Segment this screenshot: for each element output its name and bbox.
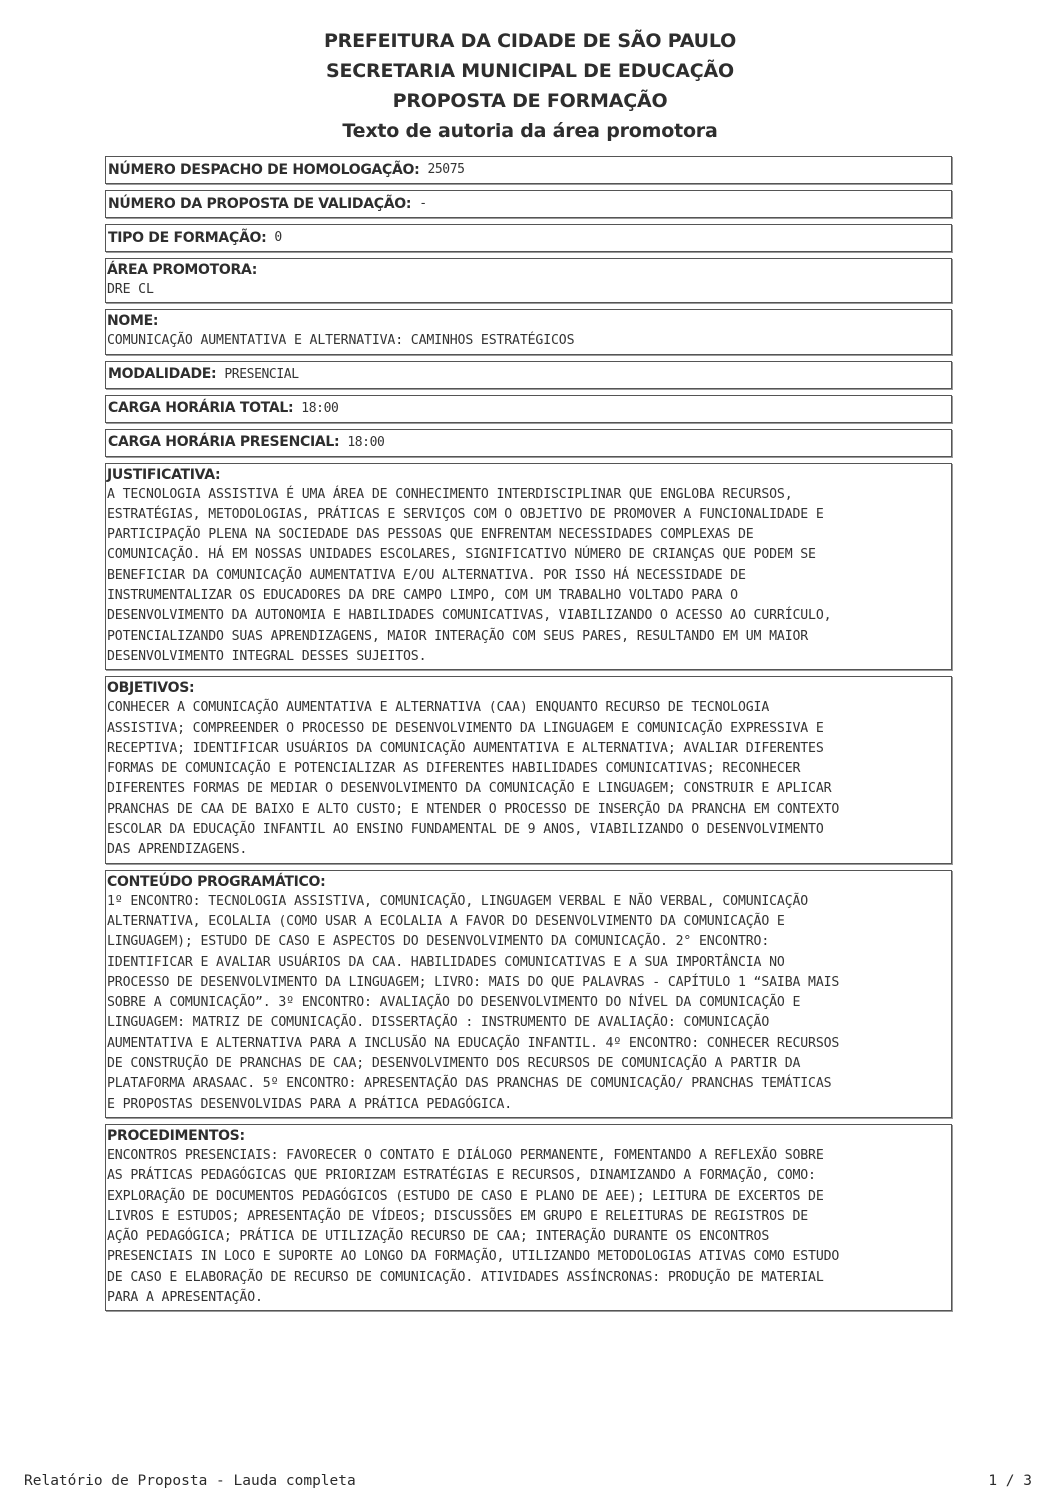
field-label: OBJETIVOS: [107,680,195,697]
field-label: CARGA HORÁRIA TOTAL: [108,400,294,417]
field-value: - [419,196,427,211]
footer-title: Relatório de Proposta - Lauda completa [24,1473,356,1489]
field-objetivos [105,676,952,863]
field-label: PROCEDIMENTOS: [107,1127,245,1144]
field-justificativa [105,463,952,671]
field-validacao [105,190,952,218]
field-label: NOME: [107,313,159,330]
field-label: JUSTIFICATIVA: [107,466,221,483]
field-value: 0 [274,230,282,245]
page-number: 1 / 3 [988,1473,1032,1489]
field-value: DRE CL [107,282,154,297]
field-label: NÚMERO DESPACHO DE HOMOLOGAÇÃO: [108,161,420,178]
field-value: CONHECER A COMUNICAÇÃO AUMENTATIVA E ALTERNATIVA (CAA) ENQUANTO RECURSO DE TECNOLOGIA ASSISTIVA; COMPREENDER O PROCESSO DE DESENVOLVIMENTO DA LINGUAGEM E COMUNICAÇÃO EXPRESSIVA E RECEPTIVA; IDENTIFICAR USUÁRIOS DA COMUNICAÇÃO AUMENTATIVA E ALTERNATIVA; AVALIAR DIFERENTES FORMAS DE COMUNICAÇÃO E POTENCIALIZAR AS DIFERENTES HABILIDADES COMUNICATIVAS; RECONHECER DIFERENTES FORMAS DE MEDIAR O DESENVOLVIMENTO DA COMUNICAÇÃO E LINGUAGEM; CONSTRUIR E APLICAR PRANCHAS DE CAA DE BAIXO E ALTO CUSTO; E NTENDER O PROCESSO DE INSERÇÃO DA PRANCHA EM CONTEXTO ESCOLAR DA EDUCAÇÃO INFANTIL AO ENSINO FUNDAMENTAL DE 9 ANOS, VIABILIZANDO O DESENVOLVIMENTO DAS APRENDIZAGENS. [107,700,840,858]
field-label: NÚMERO DA PROPOSTA DE VALIDAÇÃO: [108,195,412,212]
header-prefeitura: PREFEITURA DA CIDADE DE SÃO PAULO [323,30,737,52]
field-value: ENCONTROS PRESENCIAIS: FAVORECER O CONTATO E DIÁLOGO PERMANENTE, FOMENTANDO A REFLEXÃO SOBRE AS PRÁTICAS PEDAGÓGICAS QUE PRIORIZAM ESTRATÉGIAS E RECURSOS, DINAMIZANDO A FORMAÇÃO, COMO: EXPLORAÇÃO DE DOCUMENTOS PEDAGÓGICOS (ESTUDO DE CASO E PLANO DE AEE); LEITURA DE EXCERTOS DE LIVROS E ESTUDOS; APRESENTAÇÃO DE VÍDEOS; DISCUSSÕES EM GRUPO E RELEITURAS DE REGISTROS DE AÇÃO PEDAGÓGICA; PRÁTICA DE UTILIZAÇÃO RECURSO DE CAA; INTERAÇÃO DURANTE OS ENCONTROS PRESENCIAIS IN LOCO E SUPORTE AO LONGO DA FORMAÇÃO, UTILIZANDO METODOLOGIAS ATIVAS COMO ESTUDO DE CASO E ELABORAÇÃO DE RECURSO DE COMUNICAÇÃO. ATIVIDADES ASSÍNCRONAS: PRODUÇÃO DE MATERIAL PARA A APRESENTAÇÃO. [107,1147,840,1305]
field-value: 18:00 [301,400,339,416]
field-label: TIPO DE FORMAÇÃO: [108,229,267,246]
field-tipo [105,224,952,252]
field-value: COMUNICAÇÃO AUMENTATIVA E ALTERNATIVA: CAMINHOS ESTRATÉGICOS [107,333,575,349]
document-header [0,26,1060,146]
field-label: CONTEÚDO PROGRAMÁTICO: [107,873,326,890]
field-label: ÁREA PROMOTORA: [107,262,258,278]
field-area-promotora [105,258,952,303]
field-conteudo-programatico [105,870,952,1118]
field-modalidade [105,361,952,389]
field-label: CARGA HORÁRIA PRESENCIAL: [108,434,340,451]
field-nome [105,309,952,354]
field-value: 1º ENCONTRO: TECNOLOGIA ASSISTIVA, COMUNICAÇÃO, LINGUAGEM VERBAL E NÃO VERBAL, COMUNICAÇÃO ALTERNATIVA, ECOLALIA (COMO USAR A ECOLALIA A FAVOR DO DESENVOLVIMENTO DA COMUNICAÇÃO E LINGUAGEM); ESTUDO DE CASO E ASPECTOS DO DESENVOLVIMENTO DA COMUNICAÇÃO. 2° ENCONTRO: IDENTIFICAR E AVALIAR USUÁRIOS DA CAA. HABILIDADES COMUNICATIVAS E A SUA IMPORTÂNCIA NO PROCESSO DE DESENVOLVIMENTO DA LINGUAGEM; LIVRO: MAIS DO QUE PALAVRAS - CAPÍTULO 1 “SAIBA MAIS SOBRE A COMUNICAÇÃO”. 3º ENCONTRO: AVALIAÇÃO DO DESENVOLVIMENTO DO NÍVEL DA COMUNICAÇÃO E LINGUAGEM: MATRIZ DE COMUNICAÇÃO. DISSERTAÇÃO : INSTRUMENTO DE AVALIAÇÃO: COMUNICAÇÃO AUMENTATIVA E ALTERNATIVA PARA A INCLUSÃO NA EDUCAÇÃO INFANTIL. 4º ENCONTRO: CONHECER RECURSOS DE CONSTRUÇÃO DE PRANCHAS DE CAA; DESENVOLVIMENTO DOS RECURSOS DE COMUNICAÇÃO A PARTIR DA PLATAFORMA ARASAAC. 5º ENCONTRO: APRESENTAÇÃO DAS PRANCHAS DE COMUNICAÇÃO/ PRANCHAS TEMÁTICAS E PROPOSTAS DESENVOLVIDAS PARA A PRÁTICA PEDAGÓGICA. [107,893,840,1112]
header-proposta: PROPOSTA DE FORMAÇÃO [392,90,668,112]
form-content [105,156,952,1317]
field-carga-presencial [105,429,952,457]
field-procedimentos [105,1124,952,1311]
field-carga-total [105,395,952,423]
field-despacho [105,156,952,184]
field-label: MODALIDADE: [108,366,217,383]
header-autoria: Texto de autoria da área promotora [342,120,718,142]
field-value: 18:00 [347,434,385,450]
field-value: A TECNOLOGIA ASSISTIVA É UMA ÁREA DE CONHECIMENTO INTERDISCIPLINAR QUE ENGLOBA RECURSOS, ESTRATÉGIAS, METODOLOGIAS, PRÁTICAS E SERVIÇOS COM O OBJETIVO DE PROMOVER A FUNCIONALIDADE E PARTICIPAÇÃO PLENA NA SOCIEDADE DAS PESSOAS QUE ENFRENTAM NECESSIDADES COMPLEXAS DE COMUNICAÇÃO. HÁ EM NOSSAS UNIDADES ESCOLARES, SIGNIFICATIVO NÚMERO DE CRIANÇAS QUE PODEM SE BENEFICIAR DA COMUNICAÇÃO AUMENTATIVA E/OU ALTERNATIVA. POR ISSO HÁ NECESSIDADE DE INSTRUMENTALIZAR OS EDUCADORES DA DRE CAMPO LIMPO, COM UM TRABALHO VOLTADO PARA O DESENVOLVIMENTO DA AUTONOMIA E HABILIDADES COMUNICATIVAS, VIABILIZANDO O ACESSO AO CURRÍCULO, POTENCIALIZANDO SUAS APRENDIZAGENS, MAIOR INTERAÇÃO COM SEUS PARES, RESULTANDO EM UM MAIOR DESENVOLVIMENTO INTEGRAL DESSES SUJEITOS. [107,486,832,664]
header-secretaria: SECRETARIA MUNICIPAL DE EDUCAÇÃO [326,60,734,82]
field-value: PRESENCIAL [224,366,299,382]
field-value: 25075 [427,162,465,177]
